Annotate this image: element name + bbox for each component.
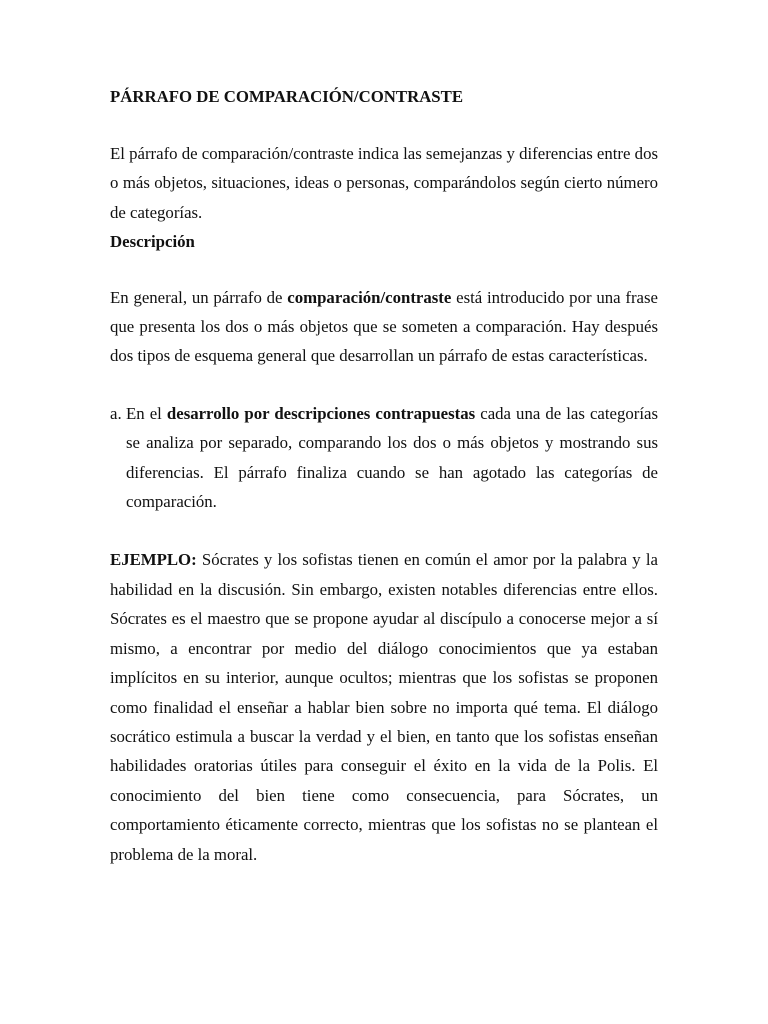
list-item-text-before: En el: [126, 403, 167, 423]
example-label: EJEMPLO:: [110, 550, 197, 570]
list-item-text: [126, 399, 658, 517]
document-title: PÁRRAFO DE COMPARACIÓN/CONTRASTE: [110, 87, 464, 106]
description-text-after: está introducido por una frase que presenta los dos o más objetos que se someten a comparación. Hay después dos tipos de esquema general que desarrollan un párrafo de estas características.: [110, 287, 658, 366]
list-marker: a.: [110, 403, 122, 423]
list-item-text-bold: desarrollo por descripciones contrapuestas: [166, 403, 476, 423]
list-item-a: [110, 399, 658, 517]
intro-paragraph: El párrafo de comparación/contraste indica las semejanzas y diferencias entre dos o más objetos, situaciones, ideas o personas, comparándolos según cierto número de categorías.: [110, 144, 658, 222]
description-paragraph: [110, 283, 658, 371]
description-text-before: En general, un párrafo de: [110, 287, 288, 307]
example-paragraph: [110, 545, 658, 868]
description-text-bold: comparación/contraste: [287, 287, 452, 307]
example-text: Sócrates y los sofistas tienen en común el amor por la palabra y la habilidad en la discusión. Sin embargo, existen notables diferencias entre ellos. Sócrates es el maestro que se propone ayudar al discípulo a conocerse mejor a sí mismo, a encontrar por medio del diálogo conocimientos que ya estaban implícitos en su interior, aunque ocultos; mientras que los sofistas se proponen como finalidad el enseñar a hablar bien sobre no importa qué tema. El diálogo socrático estimula a buscar la verdad y el bien, en tanto que los sofistas enseñan habilidades oratorias útiles para conseguir el éxito en la vida de la Polis. El conocimiento del bien tiene como consecuencia, para Sócrates, un comportamiento éticamente correcto, mientras que los sofistas no se plantean el problema de la moral.: [110, 550, 658, 864]
description-heading: Descripción: [110, 232, 195, 252]
list-item-text-after: cada una de las categorías se analiza por separado, comparando los dos o más objetos y mostrando sus diferencias. El párrafo finaliza cuando se han agotado las categorías de comparación.: [126, 403, 658, 512]
document-page: [110, 82, 658, 869]
